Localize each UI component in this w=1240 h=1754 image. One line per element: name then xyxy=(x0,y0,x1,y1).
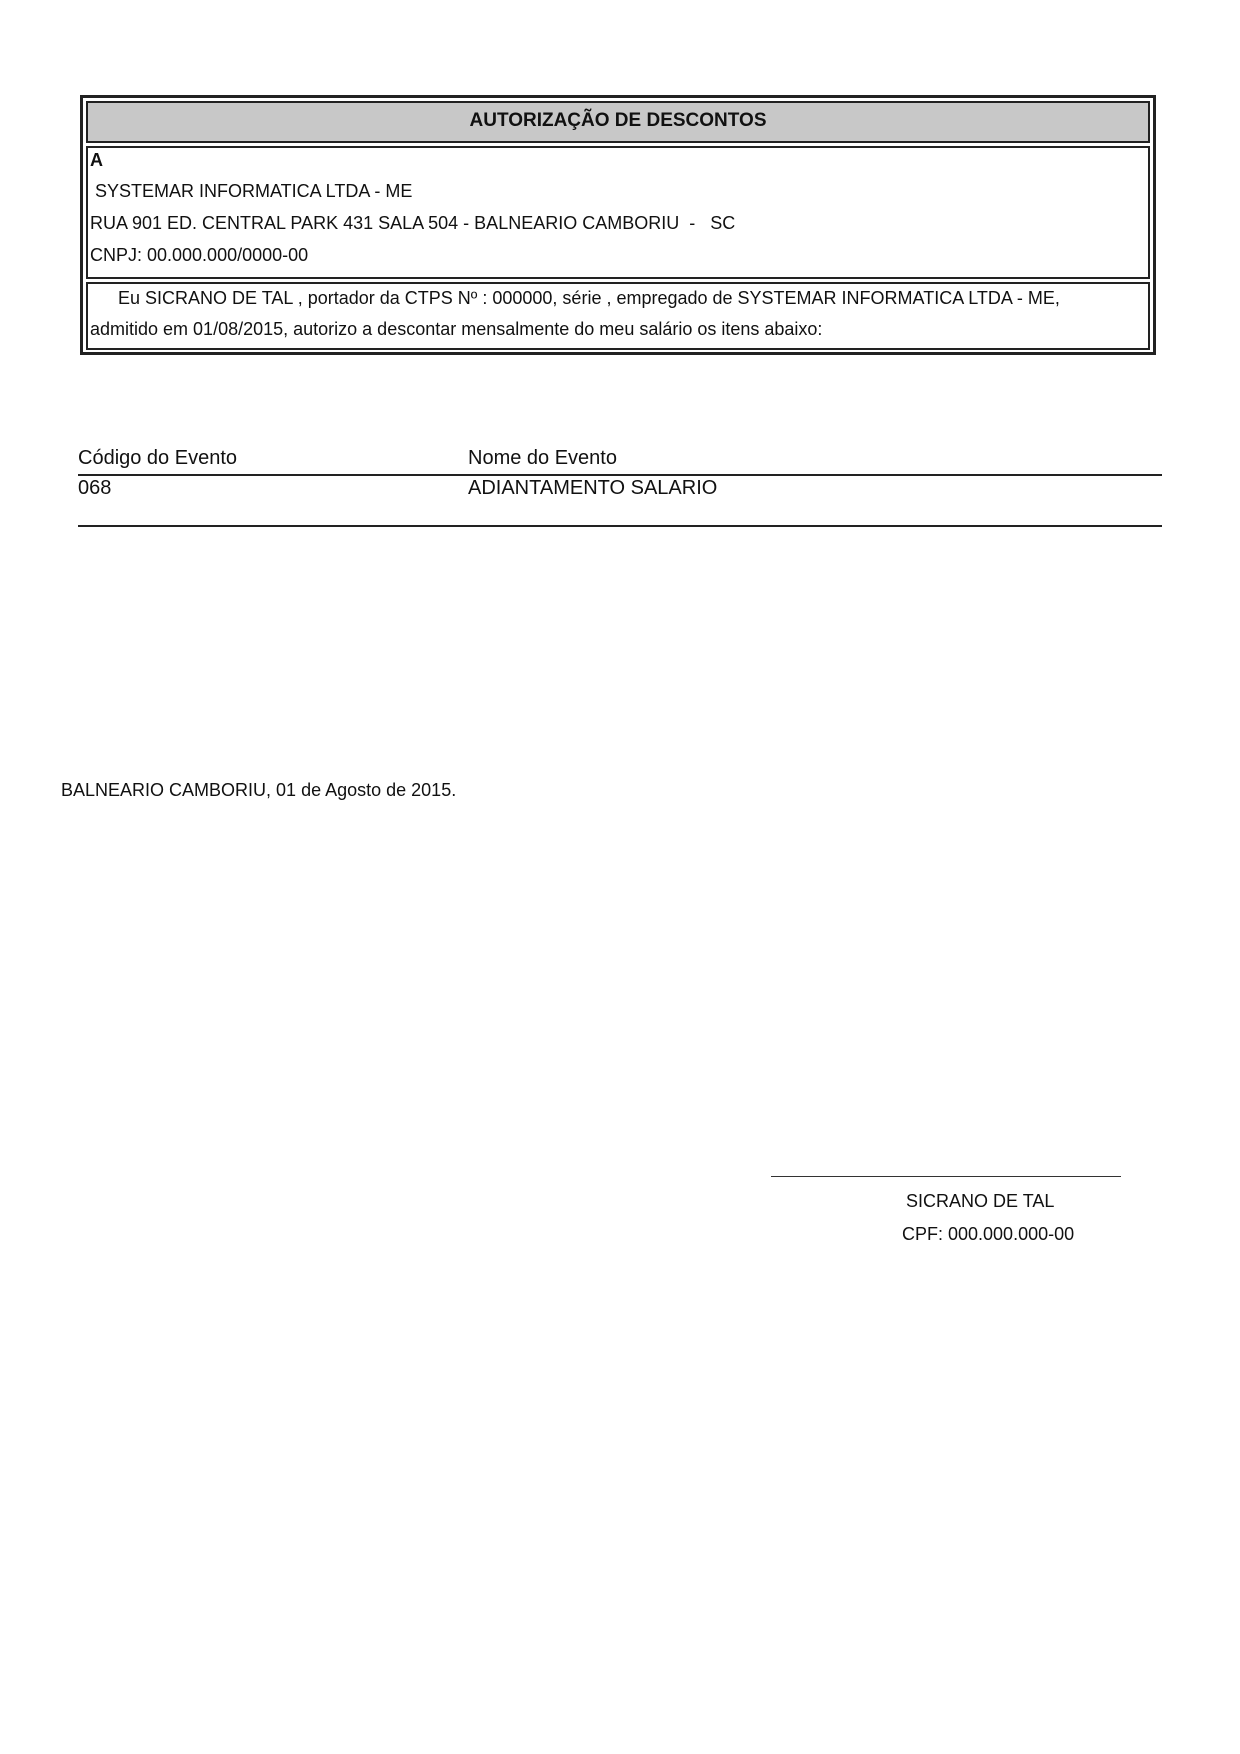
authorization-text-line-2: admitido em 01/08/2015, autorizo a descontar mensalmente do meu salário os itens abaixo: xyxy=(90,319,823,339)
signer-cpf: CPF: 000.000.000-00 xyxy=(902,1224,1075,1244)
recipient-label: A xyxy=(90,150,103,170)
event-name-cell: ADIANTAMENTO SALARIO xyxy=(468,477,718,499)
document-title: AUTORIZAÇÃO DE DESCONTOS xyxy=(86,101,1150,143)
signer-name: SICRANO DE TAL xyxy=(906,1191,1055,1211)
authorization-text-line-1: Eu SICRANO DE TAL , portador da CTPS Nº : 000000, série , empregado de SYSTEMAR INFORMATICA LTDA - ME, xyxy=(118,288,1060,308)
company-name: SYSTEMAR INFORMATICA LTDA - ME xyxy=(95,181,413,201)
authorization-text-box xyxy=(86,282,1150,350)
company-cnpj: CNPJ: 00.000.000/0000-00 xyxy=(90,245,309,265)
table-bottom-divider xyxy=(78,525,1162,527)
place-and-date: BALNEARIO CAMBORIU, 01 de Agosto de 2015. xyxy=(61,780,457,800)
company-address: RUA 901 ED. CENTRAL PARK 431 SALA 504 - BALNEARIO CAMBORIU - SC xyxy=(90,213,736,233)
column-header-event-name: Nome do Evento xyxy=(468,447,617,469)
signature-line xyxy=(771,1176,1121,1177)
table-header-divider xyxy=(78,474,1162,476)
company-info-box xyxy=(86,146,1150,279)
event-code-cell: 068 xyxy=(78,477,112,499)
column-header-event-code: Código do Evento xyxy=(78,447,238,469)
